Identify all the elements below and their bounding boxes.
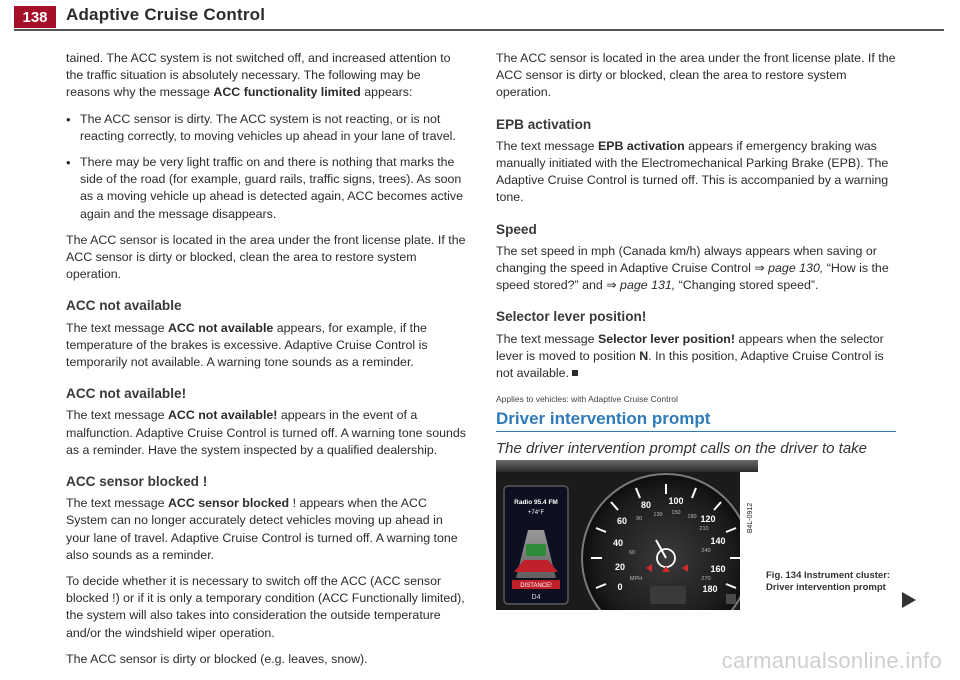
kmh-label: 180 xyxy=(687,514,697,520)
page-header xyxy=(0,0,960,30)
cluster-bezel xyxy=(496,460,758,472)
heading-acc-not-available: ACC not available xyxy=(66,298,182,314)
paragraph: The ACC sensor is dirty or blocked (e.g. leaves, snow). xyxy=(66,651,368,666)
speed-label: 80 xyxy=(640,500,652,510)
bullet-item: • The ACC sensor is dirty. The ACC system is not reacting, or is not reacting correctly, to moving vehicles up ahead in your lane of travel. xyxy=(66,111,468,145)
left-column xyxy=(66,50,468,677)
page-number: 138 xyxy=(14,6,56,28)
speed-label: 0 xyxy=(617,582,623,592)
kmh-label: 210 xyxy=(699,526,709,532)
speed-label: 180 xyxy=(702,584,718,594)
heading-speed: Speed xyxy=(496,221,537,237)
distance-text: DISTANCE! xyxy=(520,583,552,589)
speed-label: 60 xyxy=(616,516,628,526)
bullet-item: • There may be very light traffic on and there is nothing that marks the side of the road (for example, guard rails, traffic signs, trees). As soon as a moving vehicle up ahead is detected again, ACC becomes active again and the message disappears. xyxy=(66,154,468,223)
heading-acc-not-available-excl: ACC not available! xyxy=(66,386,187,402)
heading-acc-sensor-blocked: ACC sensor blocked ! xyxy=(66,474,208,490)
paragraph: The ACC sensor is located in the area under the front license plate. If the ACC sensor is dirty or blocked, clean the area to restore system operation. xyxy=(66,232,466,282)
page-title: Adaptive Cruise Control xyxy=(66,5,266,24)
kmh-label: 60 xyxy=(628,550,636,556)
paragraph: The ACC sensor is located in the area under the front license plate. If the ACC sensor is dirty or blocked, clean the area to restore system operation. xyxy=(496,51,896,100)
figure-margin xyxy=(740,472,758,610)
applies-to-note: Applies to vehicles: with Adaptive Cruise Control xyxy=(496,394,678,405)
continue-arrow-icon xyxy=(902,592,916,608)
vehicle-ahead-icon xyxy=(526,544,546,556)
paragraph: The text message EPB activation appears if emergency braking was manually initiated with the Electromechanical Parking Brake (EPB). The Adaptive Cruise Control is turned off. This is accompanied by a warning tone. xyxy=(496,138,889,205)
paragraph: tained. The ACC system is not switched off, and increased attention to the traffic situation is absolutely necessary. The following may be reasons why the message ACC functionality limited appears: xyxy=(66,51,451,100)
odometer-display xyxy=(650,586,686,604)
page-reference-link[interactable]: ⇒ page 131, xyxy=(606,278,676,293)
kmh-label: 270 xyxy=(701,576,711,582)
kmh-label: 150 xyxy=(671,510,681,516)
kmh-label: 130 xyxy=(653,512,663,518)
paragraph: The text message ACC sensor blocked ! appears when the ACC System can no longer accurately detect vehicles moving up ahead in your lane of travel. Adaptive Cruise Control is turned off. A warning tone also sounds as a reminder. xyxy=(66,496,458,562)
speed-label: 100 xyxy=(668,496,684,506)
mph-label: MPH xyxy=(629,576,643,582)
paragraph: The text message ACC not available appears, for example, if the temperature of the brakes is excessive. Adaptive Cruise Control is temporarily not available. A warning tone sounds as a reminder. xyxy=(66,320,428,370)
speed-label: 140 xyxy=(710,536,726,546)
speed-label: 40 xyxy=(612,538,624,548)
paragraph: The text message ACC not available! appears in the event of a malfunction. Adaptive Cruise Control is turned off. A warning tone sounds as a reminder. Have the system inspected by a qualified dealership. xyxy=(66,408,466,457)
speed-label: 120 xyxy=(700,514,716,524)
heading-selector-lever: Selector lever position! xyxy=(496,309,647,325)
instrument-cluster-figure xyxy=(496,460,758,610)
temperature-text: +74°F xyxy=(527,510,545,516)
paragraph: The text message Selector lever position! appears when the selector lever is moved to position N. In this position, Adaptive Cruise Control is not available. xyxy=(496,331,884,381)
figure-caption: Fig. 134 Instrument cluster: Driver intervention prompt xyxy=(766,570,891,593)
radio-text: Radio 95.4 FM xyxy=(514,499,558,506)
paragraph: To decide whether it is necessary to switch off the ACC (ACC sensor blocked !) or if it is only a temporary condition (ACC Functionally limited), the system will also takes into consideration the outside temperature and/or the windshield wiper operation. xyxy=(66,574,465,640)
heading-epb-activation: EPB activation xyxy=(496,116,592,132)
watermark: carmanualsonline.info xyxy=(721,648,942,673)
paragraph: The set speed in mph (Canada km/h) always appears when saving or changing the speed in Adaptive Cruise Control ⇒ page 130, “How is the speed stored?” and ⇒ page 131, “Changing stored speed”. xyxy=(496,243,889,293)
end-of-section-icon xyxy=(572,370,578,376)
speed-label: 160 xyxy=(710,564,726,574)
section-rule xyxy=(496,431,896,432)
figure-code: B4L-0912 xyxy=(747,502,754,534)
indicator-light-icon xyxy=(726,594,736,604)
header-rule xyxy=(14,29,944,31)
kmh-label: 90 xyxy=(635,516,643,522)
bullet-icon: • xyxy=(66,155,71,171)
instrument-cluster-image xyxy=(496,460,758,610)
kmh-label: 240 xyxy=(701,548,711,554)
section-intro: The driver intervention prompt calls on the driver to take xyxy=(496,439,868,457)
bullet-icon: • xyxy=(66,111,71,127)
page-reference-link[interactable]: ⇒ page 130, xyxy=(754,261,824,276)
right-column xyxy=(496,50,896,492)
speed-label: 20 xyxy=(614,562,626,572)
section-title: Driver intervention prompt xyxy=(496,409,711,429)
gear-text: D4 xyxy=(531,594,541,601)
